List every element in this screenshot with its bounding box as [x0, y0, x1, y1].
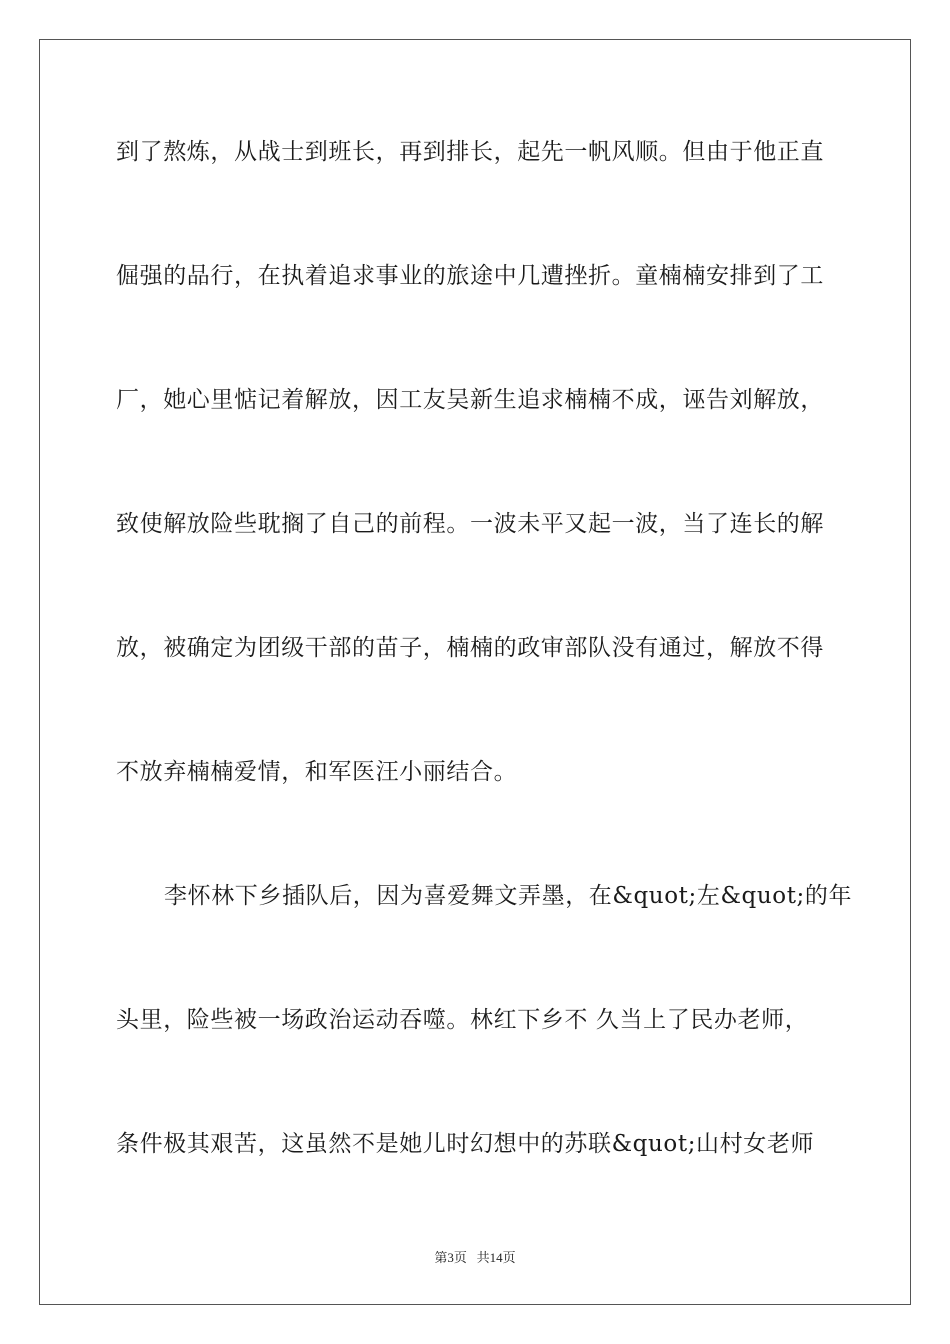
text-line: 条件极其艰苦，这虽然不是她儿时幻想中的苏联&quot;山村女老师 [116, 1131, 815, 1157]
text-line: 不放弃楠楠爱情，和军医汪小丽结合。 [116, 759, 518, 785]
text-line: 致使解放险些耽搁了自己的前程。一波未平又起一波，当了连长的解 [116, 511, 824, 537]
text-line: 放，被确定为团级干部的苗子，楠楠的政审部队没有通过，解放不得 [116, 635, 824, 661]
page-number-footer: 第3页 共14页 [434, 1250, 516, 1265]
text-line: 到了熬炼，从战士到班长，再到排长，起先一帆风顺。但由于他正直 [116, 139, 824, 165]
text-line: 厂，她心里惦记着解放，因工友吴新生追求楠楠不成，诬告刘解放， [116, 387, 824, 413]
text-line: 头里，险些被一场政治运动吞噬。林红下乡不 久当上了民办老师， [116, 1007, 809, 1033]
page-border [39, 39, 911, 1305]
text-line: 倔强的品行，在执着追求事业的旅途中几遭挫折。童楠楠安排到了工 [116, 263, 824, 289]
text-line-paragraph-start: 李怀林下乡插队后，因为喜爱舞文弄墨，在&quot;左&quot;的年 [164, 883, 853, 909]
